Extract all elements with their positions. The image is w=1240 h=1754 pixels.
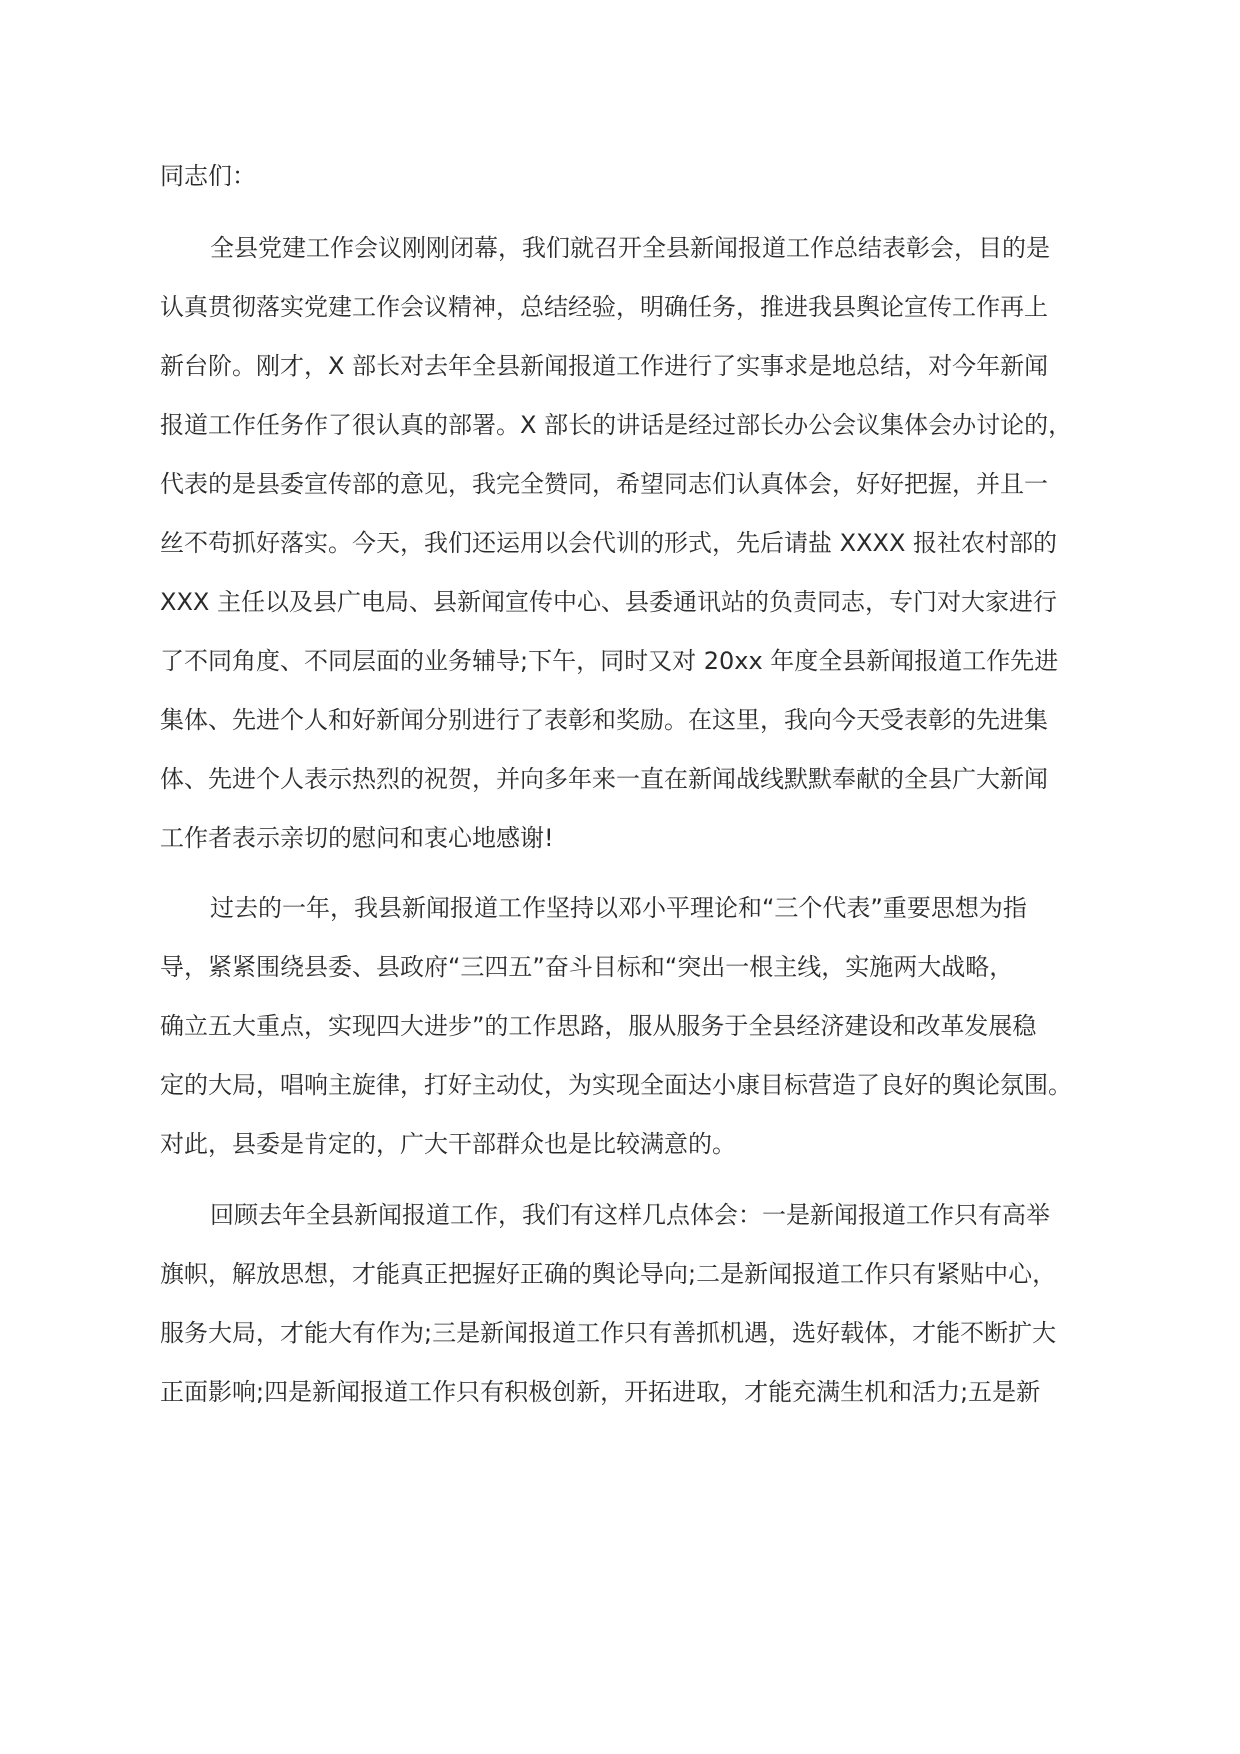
- paragraph-1-line-11: 工作者表示亲切的慰问和衷心地感谢!: [160, 824, 554, 852]
- paragraph-1-line-9: 集体、先进个人和好新闻分别进行了表彰和奖励。在这里，我向今天受表彰的先进集: [160, 706, 1048, 734]
- paragraph-1-line-10: 体、先进个人表示热烈的祝贺，并向多年来一直在新闻战线默默奉献的全县广大新闻: [160, 765, 1048, 793]
- paragraph-1-line-4: 报道工作任务作了很认真的部署。X 部长的讲话是经过部长办公会议集体会办讨论的，: [160, 411, 1073, 439]
- paragraph-1-line-6: 丝不苟抓好落实。今天，我们还运用以会代训的形式，先后请盐 XXXX 报社农村部的: [160, 529, 1058, 557]
- paragraph-1-line-3: 新台阶。刚才，X 部长对去年全县新闻报道工作进行了实事求是地总结，对今年新闻: [160, 352, 1049, 380]
- paragraph-3-line-1: 回顾去年全县新闻报道工作，我们有这样几点体会：一是新闻报道工作只有高举: [210, 1201, 1050, 1229]
- paragraph-2-line-2: 导，紧紧围绕县委、县政府“三四五”奋斗目标和“突出一根主线，实施两大战略，: [160, 953, 1014, 981]
- paragraph-2-line-1: 过去的一年，我县新闻报道工作坚持以邓小平理论和“三个代表”重要思想为指: [210, 894, 1027, 922]
- paragraph-2-line-3: 确立五大重点，实现四大进步”的工作思路，服从服务于全县经济建设和改革发展稳: [160, 1012, 1037, 1040]
- paragraph-3-line-3: 服务大局，才能大有作为;三是新闻报道工作只有善抓机遇，选好载体，才能不断扩大: [160, 1319, 1057, 1347]
- paragraph-3-line-4: 正面影响;四是新闻报道工作只有积极创新，开拓进取，才能充满生机和活力;五是新: [160, 1378, 1041, 1406]
- paragraph-1-line-1: 全县党建工作会议刚刚闭幕，我们就召开全县新闻报道工作总结表彰会，目的是: [210, 234, 1050, 262]
- paragraph-2-line-5: 对此，县委是肯定的，广大干部群众也是比较满意的。: [160, 1130, 736, 1158]
- paragraph-1-line-2: 认真贯彻落实党建工作会议精神，总结经验，明确任务，推进我县舆论宣传工作再上: [160, 293, 1048, 321]
- salutation: 同志们：: [160, 162, 256, 190]
- paragraph-1-line-8: 了不同角度、不同层面的业务辅导;下午，同时又对 20xx 年度全县新闻报道工作先进: [160, 647, 1059, 675]
- paragraph-3-line-2: 旗帜，解放思想，才能真正把握好正确的舆论导向;二是新闻报道工作只有紧贴中心，: [160, 1260, 1057, 1288]
- paragraph-1-line-5: 代表的是县委宣传部的意见，我完全赞同，希望同志们认真体会，好好把握，并且一: [160, 470, 1048, 498]
- paragraph-2-line-4: 定的大局，唱响主旋律，打好主动仗，为实现全面达小康目标营造了良好的舆论氛围。: [160, 1071, 1072, 1099]
- paragraph-1-line-7: XXX 主任以及县广电局、县新闻宣传中心、县委通讯站的负责同志，专门对大家进行: [160, 588, 1057, 616]
